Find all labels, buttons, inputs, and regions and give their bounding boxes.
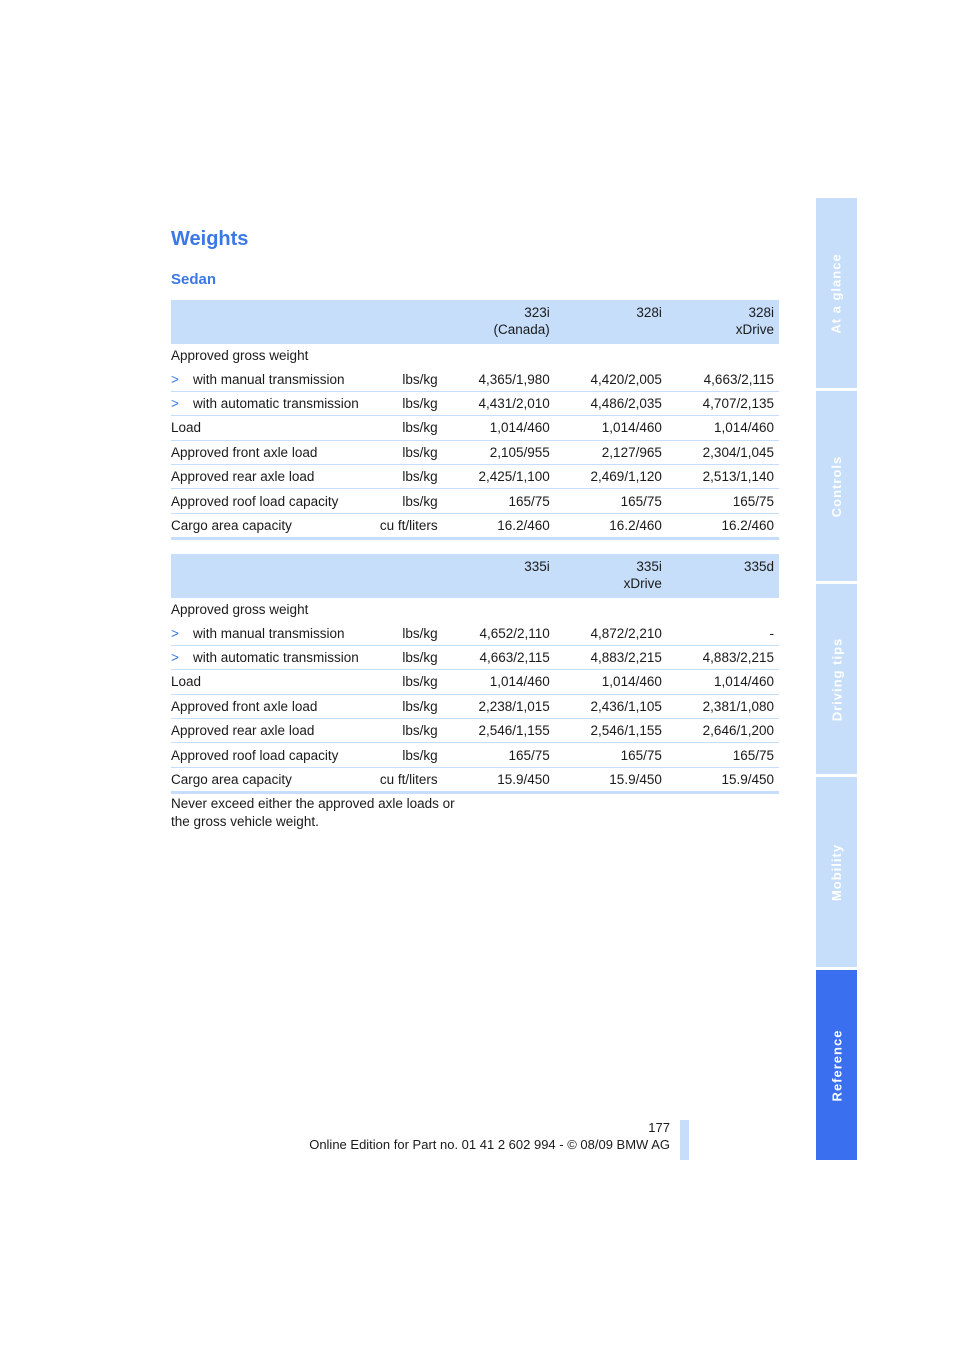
value-cell: 165/75 [667,743,779,767]
value-cell: 15.9/450 [443,767,555,792]
side-navigation [816,198,857,1163]
value-cell: 4,663/2,115 [667,367,779,391]
value-cell: 4,883/2,215 [667,645,779,669]
table-row [171,694,779,718]
value-cell [555,344,667,367]
value-cell: 4,652/2,110 [443,621,555,645]
value-cell: 1,014/460 [443,416,555,440]
row-label [171,344,368,367]
table-row [171,598,779,621]
bullet-icon: > [171,371,179,387]
row-label-text: Approved gross weight [171,602,309,618]
table-row [171,489,779,513]
row-label [171,743,368,767]
value-cell: 15.9/450 [667,767,779,792]
tab-label: Reference [829,1029,844,1101]
tab-reference[interactable] [816,970,857,1160]
header-blank [171,300,443,344]
tab-controls[interactable] [816,391,857,581]
row-label [171,621,368,645]
row-label-text: with manual transmission [193,371,345,387]
value-cell: 16.2/460 [667,513,779,538]
value-cell [667,344,779,367]
tab-label: Mobility [829,843,845,901]
bullet-icon: > [171,649,179,665]
value-cell: 1,014/460 [555,416,667,440]
value-cell [443,598,555,621]
value-cell: 2,546/1,155 [555,718,667,742]
unit-cell [368,344,443,367]
table-row [171,670,779,694]
table-row [171,440,779,464]
row-label [171,767,368,792]
weight-note: Never exceed either the approved axle loads or the gross vehicle weight. [171,796,455,829]
table-row [171,621,779,645]
row-label [171,464,368,488]
value-cell: 2,425/1,100 [443,464,555,488]
row-label-text: Approved roof load capacity [171,747,339,763]
table-row [171,767,779,792]
unit-cell: lbs/kg [368,367,443,391]
value-cell: 2,469/1,120 [555,464,667,488]
row-label-text: with automatic transmission [193,395,359,411]
row-label-text: Cargo area capacity [171,517,292,533]
table-header-row [171,554,779,598]
row-label [171,391,368,415]
value-cell: 4,663/2,115 [443,645,555,669]
column-header: 328i [555,300,667,344]
row-label [171,598,368,621]
value-cell: 2,304/1,045 [667,440,779,464]
table-row [171,344,779,367]
row-label [171,645,368,669]
value-cell: 2,646/1,200 [667,718,779,742]
unit-cell: cu ft/liters [368,767,443,792]
value-cell: 165/75 [555,489,667,513]
row-label-text: Approved rear axle load [171,469,315,485]
unit-cell: lbs/kg [368,670,443,694]
row-label-text: Approved rear axle load [171,723,315,739]
value-cell: 165/75 [443,489,555,513]
value-cell: 165/75 [555,743,667,767]
value-cell: - [667,621,779,645]
table-row [171,367,779,391]
value-cell [667,598,779,621]
table-row [171,743,779,767]
value-cell: 4,883/2,215 [555,645,667,669]
value-cell [555,598,667,621]
value-cell: 1,014/460 [555,670,667,694]
value-cell: 2,238/1,015 [443,694,555,718]
unit-cell [368,598,443,621]
unit-cell: lbs/kg [368,694,443,718]
unit-cell: lbs/kg [368,440,443,464]
value-cell: 4,420/2,005 [555,367,667,391]
value-cell: 2,546/1,155 [443,718,555,742]
row-label [171,718,368,742]
weights-table-2 [171,554,779,794]
value-cell: 4,486/2,035 [555,391,667,415]
page-title: Weights [171,228,249,250]
value-cell: 2,436/1,105 [555,694,667,718]
table-row [171,416,779,440]
tab-label: Driving tips [829,637,845,721]
row-label [171,367,368,391]
row-label-text: Approved front axle load [171,698,318,714]
row-label [171,694,368,718]
unit-cell: lbs/kg [368,489,443,513]
tab-label: Controls [829,455,845,517]
value-cell: 2,381/1,080 [667,694,779,718]
column-header: 335i [443,554,555,598]
value-cell: 4,431/2,010 [443,391,555,415]
value-cell: 1,014/460 [667,416,779,440]
column-header: 323i (Canada) [443,300,555,344]
column-header: 335d [667,554,779,598]
row-label-text: Load [171,420,202,436]
row-label-text: with manual transmission [193,625,345,641]
unit-cell: lbs/kg [368,645,443,669]
table-row [171,718,779,742]
bullet-icon: > [171,625,179,641]
value-cell: 16.2/460 [443,513,555,538]
value-cell: 2,513/1,140 [667,464,779,488]
table-row [171,513,779,538]
unit-cell: lbs/kg [368,416,443,440]
unit-cell: lbs/kg [368,743,443,767]
value-cell [443,344,555,367]
row-label-text: Approved front axle load [171,444,318,460]
value-cell: 4,365/1,980 [443,367,555,391]
value-cell: 1,014/460 [667,670,779,694]
section-subtitle: Sedan [171,271,217,288]
row-label-text: Load [171,674,202,690]
bullet-icon: > [171,395,179,411]
row-label [171,670,368,694]
table-row [171,391,779,415]
value-cell: 4,872/2,210 [555,621,667,645]
unit-cell: cu ft/liters [368,513,443,538]
column-header: 335i xDrive [555,554,667,598]
unit-cell: lbs/kg [368,391,443,415]
value-cell: 16.2/460 [555,513,667,538]
tab-driving-tips[interactable] [816,584,857,774]
row-label-text: with automatic transmission [193,649,359,665]
row-label-text: Approved gross weight [171,348,309,364]
table-header-row [171,300,779,344]
edition-footer: Online Edition for Part no. 01 41 2 602 994 - © 08/09 BMW AG [309,1137,670,1152]
row-label [171,440,368,464]
unit-cell: lbs/kg [368,718,443,742]
tab-label: At a glance [829,252,845,334]
tab-mobility[interactable] [816,777,857,967]
footer-bar [680,1120,689,1160]
value-cell: 2,127/965 [555,440,667,464]
row-label-text: Approved roof load capacity [171,493,339,509]
value-cell: 4,707/2,135 [667,391,779,415]
column-header: 328i xDrive [667,300,779,344]
value-cell: 165/75 [443,743,555,767]
table-row [171,464,779,488]
value-cell: 1,014/460 [443,670,555,694]
unit-cell: lbs/kg [368,621,443,645]
row-label [171,416,368,440]
weights-table-1 [171,300,779,540]
row-label [171,513,368,538]
table-row [171,645,779,669]
value-cell: 165/75 [667,489,779,513]
tab-at-a-glance[interactable] [816,198,857,388]
header-blank [171,554,443,598]
unit-cell: lbs/kg [368,464,443,488]
value-cell: 15.9/450 [555,767,667,792]
page-number: 177 [648,1120,670,1135]
row-label-text: Cargo area capacity [171,771,292,787]
row-label [171,489,368,513]
value-cell: 2,105/955 [443,440,555,464]
